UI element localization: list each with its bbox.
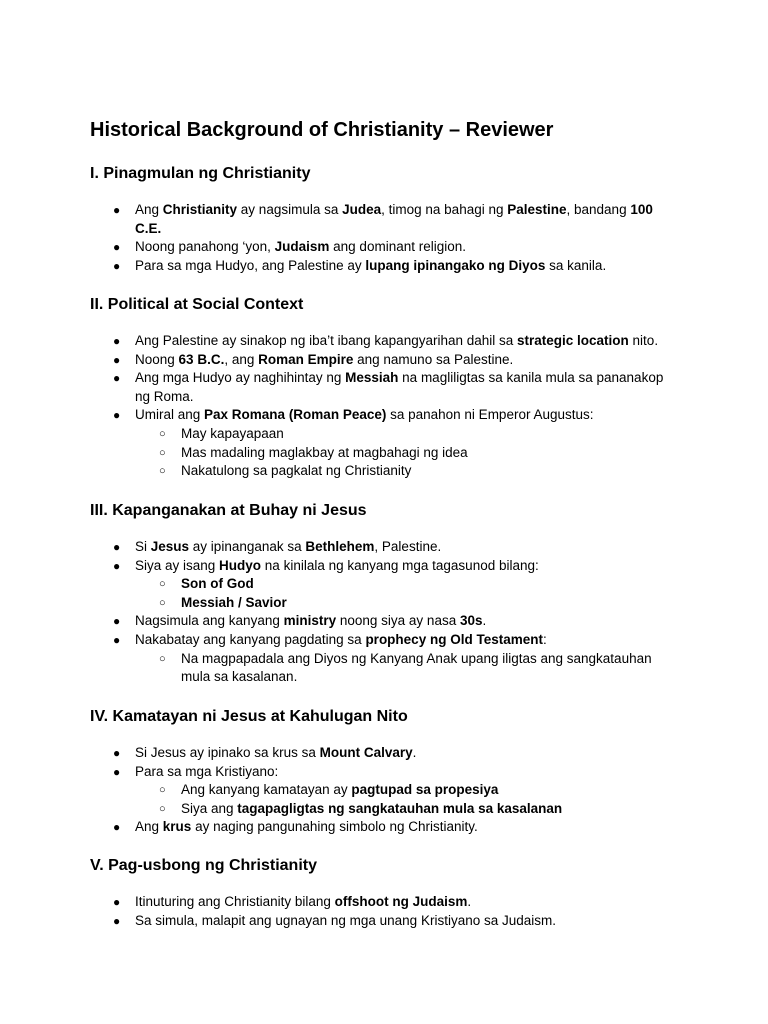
text: Noong: [135, 351, 179, 367]
list-item: [0, 351, 675, 370]
section-5-list: [0, 893, 768, 930]
section-1-list: [0, 201, 768, 275]
list-item: [0, 912, 675, 931]
text: , ang: [224, 351, 259, 367]
hollow-bullet-icon: ○: [159, 427, 166, 440]
list-item: [0, 612, 675, 631]
bullet-icon: ●: [113, 240, 121, 255]
hollow-bullet-icon: ○: [159, 802, 166, 815]
text: nito.: [628, 333, 659, 348]
text: Ang mga Hudyo ay naghihintay ng: [135, 370, 346, 386]
page-title: Historical Background of Christianity – Reviewer: [90, 119, 554, 141]
sub-list-item: [0, 650, 681, 687]
list-item: [0, 332, 675, 351]
list-item: [0, 369, 675, 406]
bullet-icon: ●: [113, 258, 121, 273]
sub-list-item: [0, 800, 681, 819]
section-4-heading: IV. Kamatayan ni Jesus at Kahulugan Nito: [90, 708, 408, 725]
bold-text: Palestine: [507, 202, 567, 217]
text: na kinilala ng kanyang mga tagasunod bilang:: [261, 557, 539, 573]
text: .: [467, 894, 472, 909]
bold-text: Messiah / Savior: [181, 594, 287, 610]
section-2-heading: II. Political at Social Context: [90, 296, 304, 313]
bold-text: Pax Romana (Roman Peace): [204, 407, 387, 423]
bold-text: prophecy ng Old Testament: [365, 631, 543, 647]
text: Ang Palestine ay sinakop ng iba’t ibang kapangyarihan dahil sa: [135, 333, 518, 348]
bullet-icon: ●: [113, 540, 121, 554]
bold-text: Son of God: [181, 576, 254, 592]
text: noong siya ay nasa: [336, 613, 460, 629]
section-3-list: [0, 538, 768, 687]
hollow-bullet-icon: ○: [159, 784, 166, 797]
hollow-bullet-icon: ○: [159, 446, 166, 459]
list-item: [0, 893, 675, 912]
text: :: [542, 631, 547, 647]
text: Mas madaling maglakbay at magbahagi ng idea: [181, 444, 468, 460]
bold-text: Messiah: [345, 370, 399, 386]
text: Para sa mga Hudyo, ang Palestine ay: [135, 257, 366, 273]
text: Noong panahong ‘yon,: [135, 239, 275, 255]
text: , timog na bahagi ng: [381, 202, 508, 217]
section-3-heading: III. Kapanganakan at Buhay ni Jesus: [90, 502, 367, 519]
bold-text: Mount Calvary: [319, 745, 413, 760]
text: .: [482, 613, 487, 629]
text: , Palestine.: [374, 539, 442, 554]
bullet-icon: ●: [113, 913, 121, 928]
text: Para sa mga Kristiyano:: [135, 763, 279, 779]
bold-text: 100 C.E.: [135, 202, 653, 236]
bullet-icon: ●: [113, 558, 121, 573]
text: ang namuno sa Palestine.: [353, 351, 514, 367]
list-item: [0, 631, 675, 650]
sub-list-item: [0, 781, 681, 800]
bold-text: strategic location: [517, 333, 629, 348]
hollow-bullet-icon: ○: [159, 652, 166, 665]
list-item: [0, 818, 675, 837]
text: ay ipinanganak sa: [189, 539, 306, 554]
list-item: [0, 238, 675, 257]
sub-list-item: [0, 462, 681, 481]
bullet-icon: ●: [113, 203, 121, 217]
text: ang dominant religion.: [329, 239, 466, 255]
bullet-icon: ●: [113, 334, 121, 348]
text: sa kanila.: [545, 257, 607, 273]
bold-text: 30s: [459, 613, 483, 629]
text: ay naging pangunahing simbolo ng Christianity.: [191, 819, 478, 835]
bold-text: tagapagligtas ng sangkatauhan mula sa kasalanan: [237, 800, 563, 816]
bold-text: Bethlehem: [305, 539, 375, 554]
text: Siya ang: [181, 800, 238, 816]
text: , bandang: [566, 202, 631, 217]
text: May kapayapaan: [181, 425, 284, 441]
bold-text: 63 B.C.: [178, 351, 225, 367]
bold-text: krus: [162, 819, 192, 835]
text: Si Jesus ay ipinako sa krus sa: [135, 745, 320, 760]
bold-text: pagtupad sa propesiya: [351, 782, 499, 798]
bullet-icon: ●: [113, 614, 121, 629]
text: Sa simula, malapit ang ugnayan ng mga unang Kristiyano sa Judaism.: [135, 912, 556, 928]
bold-text: offshoot ng Judaism: [334, 894, 468, 909]
bold-text: ministry: [283, 613, 337, 629]
sub-list-item: [0, 444, 681, 463]
text: Nagsimula ang kanyang: [135, 613, 284, 629]
text: na magliligtas sa kanila mula sa pananakop ng Roma.: [135, 370, 664, 404]
text: Ang: [135, 202, 163, 217]
list-item: [0, 763, 675, 782]
bold-text: Jesus: [150, 539, 190, 554]
section-4-list: [0, 744, 768, 837]
sub-list-item: [0, 425, 681, 444]
text: Na magpapadala ang Diyos ng Kanyang Anak upang iligtas ang sangkatauhan mula sa kasalanan.: [181, 650, 652, 685]
sub-list-item: [0, 575, 681, 594]
bold-text: Christianity: [162, 202, 238, 217]
bold-text: lupang ipinangako ng Diyos: [365, 257, 546, 273]
list-item: [0, 406, 675, 425]
list-item: [0, 744, 675, 763]
bullet-icon: ●: [113, 352, 121, 367]
bullet-icon: ●: [113, 895, 121, 909]
list-item: [0, 257, 675, 276]
section-5-heading: V. Pag-usbong ng Christianity: [90, 857, 317, 874]
text: Umiral ang: [135, 407, 205, 423]
bullet-icon: ●: [113, 820, 121, 835]
text: Si: [135, 539, 151, 554]
text: Ang kanyang kamatayan ay: [181, 782, 352, 798]
text: Siya ay isang: [135, 557, 220, 573]
bullet-icon: ●: [113, 764, 121, 779]
list-item: [0, 557, 675, 576]
sub-list-item: [0, 594, 681, 613]
text: .: [412, 745, 417, 760]
text: sa panahon ni Emperor Augustus:: [386, 407, 594, 423]
section-1-heading: I. Pinagmulan ng Christianity: [90, 165, 311, 182]
hollow-bullet-icon: ○: [159, 578, 166, 591]
text: Nakabatay ang kanyang pagdating sa: [135, 631, 366, 647]
text: Itinuturing ang Christianity bilang: [135, 894, 335, 909]
bullet-icon: ●: [113, 746, 121, 760]
list-item: [0, 538, 675, 557]
bold-text: Hudyo: [219, 557, 262, 573]
text: Ang: [135, 819, 163, 835]
hollow-bullet-icon: ○: [159, 596, 166, 609]
bold-text: Roman Empire: [258, 351, 354, 367]
text: ay nagsimula sa: [237, 202, 343, 217]
bold-text: Judaism: [274, 239, 330, 255]
bullet-icon: ●: [113, 632, 121, 647]
bullet-icon: ●: [113, 371, 121, 386]
list-item: [0, 201, 675, 238]
hollow-bullet-icon: ○: [159, 465, 166, 478]
bold-text: Judea: [342, 202, 382, 217]
section-2-list: [0, 332, 768, 481]
text: Nakatulong sa pagkalat ng Christianity: [181, 463, 412, 479]
bullet-icon: ●: [113, 408, 121, 423]
